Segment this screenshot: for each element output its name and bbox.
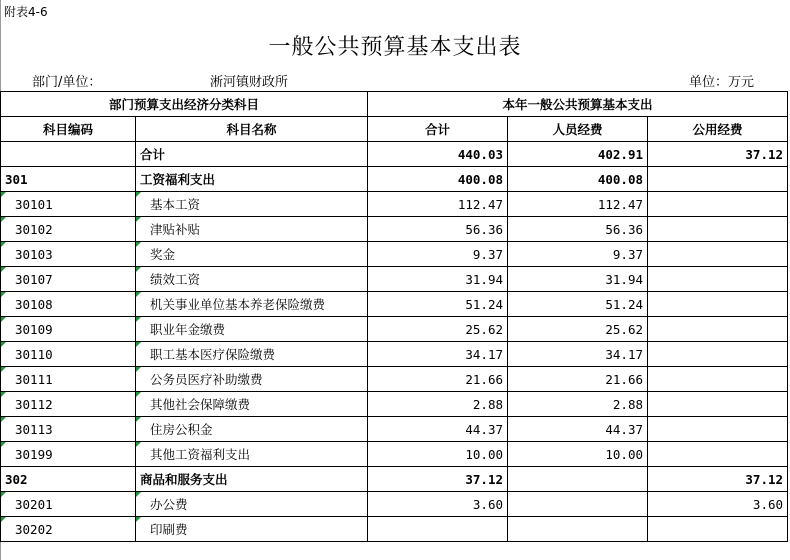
header-group-left[interactable]: 部门预算支出经济分类科目 [1, 92, 368, 117]
table-row [1, 517, 788, 542]
cell-code[interactable]: 30111 [1, 367, 136, 392]
cell-public[interactable]: 37.12 [648, 142, 788, 167]
cell-name[interactable]: 奖金 [136, 242, 368, 267]
table-row [1, 292, 788, 317]
cell-personnel[interactable]: 112.47 [508, 192, 648, 217]
cell-total[interactable]: 56.36 [368, 217, 508, 242]
cell-code[interactable]: 30112 [1, 392, 136, 417]
cell-code[interactable]: 30201 [1, 492, 136, 517]
header-public[interactable]: 公用经费 [648, 117, 788, 142]
cell-personnel[interactable]: 402.91 [508, 142, 648, 167]
cell-name[interactable]: 基本工资 [136, 192, 368, 217]
cell-total[interactable]: 3.60 [368, 492, 508, 517]
table-row [1, 342, 788, 367]
cell-public[interactable] [648, 392, 788, 417]
cell-code[interactable]: 30103 [1, 242, 136, 267]
cell-code[interactable]: 301 [1, 167, 136, 192]
cell-code[interactable]: 30199 [1, 442, 136, 467]
cell-total[interactable]: 9.37 [368, 242, 508, 267]
header-group-right[interactable]: 本年一般公共预算基本支出 [368, 92, 788, 117]
cell-name[interactable]: 其他工资福利支出 [136, 442, 368, 467]
cell-name[interactable]: 绩效工资 [136, 267, 368, 292]
budget-table [0, 91, 788, 542]
table-row [1, 467, 788, 492]
cell-code[interactable]: 30110 [1, 342, 136, 367]
cell-total[interactable]: 37.12 [368, 467, 508, 492]
table-row [1, 242, 788, 267]
cell-code[interactable]: 30109 [1, 317, 136, 342]
cell-name[interactable]: 合计 [136, 142, 368, 167]
cell-total[interactable]: 34.17 [368, 342, 508, 367]
cell-public[interactable] [648, 192, 788, 217]
table-row [1, 442, 788, 467]
cell-public[interactable] [648, 167, 788, 192]
table-row [1, 217, 788, 242]
cell-name[interactable]: 办公费 [136, 492, 368, 517]
attachment-label: 附表4-6 [4, 5, 48, 19]
cell-public[interactable] [648, 292, 788, 317]
cell-personnel[interactable]: 56.36 [508, 217, 648, 242]
cell-public[interactable] [648, 367, 788, 392]
department-label: 部门/单位： [32, 75, 102, 90]
header-code[interactable]: 科目编码 [1, 117, 136, 142]
cell-total[interactable]: 31.94 [368, 267, 508, 292]
cell-total[interactable]: 44.37 [368, 417, 508, 442]
cell-personnel[interactable]: 34.17 [508, 342, 648, 367]
cell-personnel[interactable]: 2.88 [508, 392, 648, 417]
cell-total[interactable]: 10.00 [368, 442, 508, 467]
cell-public[interactable] [648, 217, 788, 242]
cell-code[interactable]: 30108 [1, 292, 136, 317]
cell-public[interactable] [648, 517, 788, 542]
cell-personnel[interactable] [508, 467, 648, 492]
header-row-columns [1, 117, 788, 142]
cell-personnel[interactable]: 9.37 [508, 242, 648, 267]
table-row [1, 167, 788, 192]
cell-total[interactable]: 21.66 [368, 367, 508, 392]
cell-name[interactable]: 商品和服务支出 [136, 467, 368, 492]
cell-total[interactable]: 2.88 [368, 392, 508, 417]
table-row [1, 142, 788, 167]
department-name: 淅河镇财政所 [210, 75, 289, 90]
cell-personnel[interactable]: 31.94 [508, 267, 648, 292]
cell-name[interactable]: 印刷费 [136, 517, 368, 542]
cell-public[interactable] [648, 242, 788, 267]
header-row-group [1, 92, 788, 117]
cell-name[interactable]: 职工基本医疗保险缴费 [136, 342, 368, 367]
cell-code[interactable]: 30102 [1, 217, 136, 242]
cell-name[interactable]: 津贴补贴 [136, 217, 368, 242]
header-personnel[interactable]: 人员经费 [508, 117, 648, 142]
cell-total[interactable]: 51.24 [368, 292, 508, 317]
cell-public[interactable] [648, 342, 788, 367]
cell-personnel[interactable]: 25.62 [508, 317, 648, 342]
header-total[interactable]: 合计 [368, 117, 508, 142]
cell-public[interactable]: 3.60 [648, 492, 788, 517]
cell-total[interactable]: 112.47 [368, 192, 508, 217]
cell-personnel[interactable]: 21.66 [508, 367, 648, 392]
cell-public[interactable] [648, 442, 788, 467]
cell-total[interactable]: 25.62 [368, 317, 508, 342]
table-row [1, 192, 788, 217]
cell-code[interactable]: 30202 [1, 517, 136, 542]
page-title: 一般公共预算基本支出表 [268, 35, 522, 60]
cell-name[interactable]: 公务员医疗补助缴费 [136, 367, 368, 392]
cell-code[interactable] [1, 142, 136, 167]
table-row [1, 367, 788, 392]
cell-total[interactable]: 440.03 [368, 142, 508, 167]
table-row [1, 392, 788, 417]
cell-personnel[interactable] [508, 492, 648, 517]
cell-code[interactable]: 30101 [1, 192, 136, 217]
cell-name[interactable]: 住房公积金 [136, 417, 368, 442]
cell-personnel[interactable]: 51.24 [508, 292, 648, 317]
cell-name[interactable]: 职业年金缴费 [136, 317, 368, 342]
cell-public[interactable]: 37.12 [648, 467, 788, 492]
cell-personnel[interactable] [508, 517, 648, 542]
table-row [1, 492, 788, 517]
cell-name[interactable]: 机关事业单位基本养老保险缴费 [136, 292, 368, 317]
cell-code[interactable]: 30113 [1, 417, 136, 442]
cell-code[interactable]: 30107 [1, 267, 136, 292]
cell-public[interactable] [648, 317, 788, 342]
cell-total[interactable]: 400.08 [368, 167, 508, 192]
unit-label: 单位：万元 [688, 75, 754, 90]
cell-public[interactable] [648, 267, 788, 292]
cell-total[interactable] [368, 517, 508, 542]
cell-personnel[interactable]: 44.37 [508, 417, 648, 442]
cell-personnel[interactable]: 400.08 [508, 167, 648, 192]
header-name[interactable]: 科目名称 [136, 117, 368, 142]
cell-public[interactable] [648, 417, 788, 442]
table-row [1, 317, 788, 342]
cell-code[interactable]: 302 [1, 467, 136, 492]
cell-name[interactable]: 其他社会保障缴费 [136, 392, 368, 417]
table-row [1, 267, 788, 292]
cell-personnel[interactable]: 10.00 [508, 442, 648, 467]
cell-name[interactable]: 工资福利支出 [136, 167, 368, 192]
table-row [1, 417, 788, 442]
